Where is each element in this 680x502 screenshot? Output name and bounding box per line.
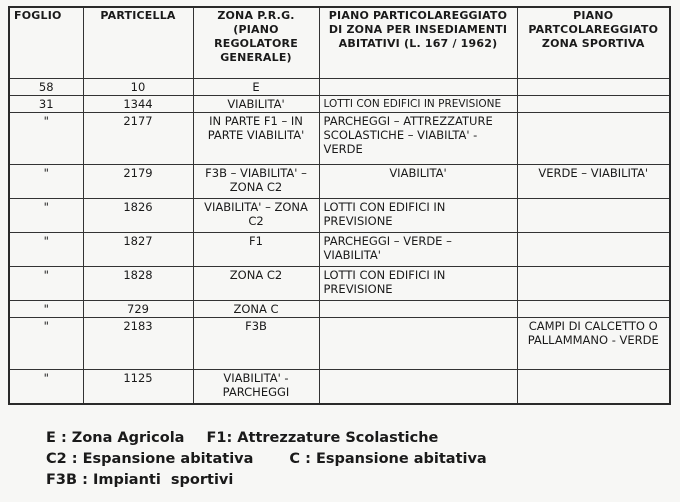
cell-zona: ZONA C2 xyxy=(193,267,319,301)
cell-piano-sportiva xyxy=(517,79,670,96)
cell-piano-sportiva xyxy=(517,233,670,267)
header-foglio: FOGLIO xyxy=(9,7,83,79)
legend-e: E : Zona Agricola xyxy=(46,430,185,446)
cell-foglio: 31 xyxy=(9,96,83,113)
cell-particella: 10 xyxy=(83,79,193,96)
table-row xyxy=(9,165,670,199)
cell-piano-abitativi xyxy=(319,301,517,318)
cell-piano-abitativi: LOTTI CON EDIFICI IN PREVISIONE xyxy=(319,267,517,301)
legend-f3b: F3B : Impianti sportivi xyxy=(46,472,234,488)
cell-foglio: " xyxy=(9,370,83,404)
cell-piano-sportiva xyxy=(517,96,670,113)
header-zona-prg: ZONA P.R.G. (PIANO REGOLATORE GENERALE) xyxy=(193,7,319,79)
cell-piano-abitativi: PARCHEGGI – VERDE – VIABILITA' xyxy=(319,233,517,267)
legend-f1: F1: Attrezzature Scolastiche xyxy=(206,430,439,446)
zone-legend xyxy=(46,428,487,491)
cell-particella: 729 xyxy=(83,301,193,318)
cell-zona: F3B – VIABILITA' – ZONA C2 xyxy=(193,165,319,199)
cell-piano-sportiva xyxy=(517,301,670,318)
cell-particella: 2177 xyxy=(83,113,193,165)
table-row xyxy=(9,267,670,301)
cell-piano-abitativi xyxy=(319,318,517,370)
cell-piano-abitativi xyxy=(319,79,517,96)
cell-foglio: " xyxy=(9,267,83,301)
table-row xyxy=(9,318,670,370)
cell-foglio: " xyxy=(9,301,83,318)
cell-particella: 1344 xyxy=(83,96,193,113)
cell-zona: IN PARTE F1 – IN PARTE VIABILITA' xyxy=(193,113,319,165)
cell-piano-abitativi: VIABILITA' xyxy=(319,165,517,199)
cell-zona: F3B xyxy=(193,318,319,370)
legend-c: C : Espansione abitativa xyxy=(289,451,487,467)
cell-foglio: 58 xyxy=(9,79,83,96)
cell-piano-sportiva xyxy=(517,113,670,165)
cell-foglio: " xyxy=(9,199,83,233)
cell-piano-abitativi: PARCHEGGI – ATTREZZATURE SCOLASTICHE – VIABILTA' - VERDE xyxy=(319,113,517,165)
cell-piano-abitativi xyxy=(319,370,517,404)
cell-zona: E xyxy=(193,79,319,96)
table-header-row xyxy=(9,7,670,79)
cell-foglio: " xyxy=(9,165,83,199)
legend-line-3 xyxy=(46,470,487,491)
legend-line-2 xyxy=(46,449,487,470)
land-parcel-table xyxy=(8,6,671,405)
cell-zona: VIABILITA' xyxy=(193,96,319,113)
cell-particella: 1827 xyxy=(83,233,193,267)
table-row xyxy=(9,199,670,233)
legend-line-1 xyxy=(46,428,487,449)
cell-particella: 2183 xyxy=(83,318,193,370)
header-piano-abitativi: PIANO PARTICOLAREGGIATO DI ZONA PER INSEDIAMENTI ABITATIVI (L. 167 / 1962) xyxy=(319,7,517,79)
cell-foglio: " xyxy=(9,318,83,370)
header-piano-sportiva: PIANO PARTCOLAREGGIATO ZONA SPORTIVA xyxy=(517,7,670,79)
table-row xyxy=(9,301,670,318)
cell-foglio: " xyxy=(9,113,83,165)
cell-zona: ZONA C xyxy=(193,301,319,318)
header-particella: PARTICELLA xyxy=(83,7,193,79)
cell-piano-sportiva: VERDE – VIABILITA' xyxy=(517,165,670,199)
cell-zona: VIABILITA' - PARCHEGGI xyxy=(193,370,319,404)
cell-piano-sportiva xyxy=(517,199,670,233)
cell-piano-abitativi: LOTTI CON EDIFICI IN PREVISIONE xyxy=(319,199,517,233)
cell-piano-sportiva xyxy=(517,370,670,404)
table-row xyxy=(9,79,670,96)
cell-particella: 1826 xyxy=(83,199,193,233)
table-row xyxy=(9,113,670,165)
legend-c2: C2 : Espansione abitativa xyxy=(46,451,254,467)
cell-particella: 1125 xyxy=(83,370,193,404)
table-row xyxy=(9,370,670,404)
cell-zona: F1 xyxy=(193,233,319,267)
table-row xyxy=(9,233,670,267)
table-row xyxy=(9,96,670,113)
cell-particella: 2179 xyxy=(83,165,193,199)
cell-piano-sportiva xyxy=(517,267,670,301)
cell-particella: 1828 xyxy=(83,267,193,301)
cell-foglio: " xyxy=(9,233,83,267)
cell-piano-abitativi: LOTTI CON EDIFICI IN PREVISIONE xyxy=(319,96,517,113)
cell-piano-sportiva: CAMPI DI CALCETTO O PALLAMMANO - VERDE xyxy=(517,318,670,370)
cell-zona: VIABILITA' – ZONA C2 xyxy=(193,199,319,233)
